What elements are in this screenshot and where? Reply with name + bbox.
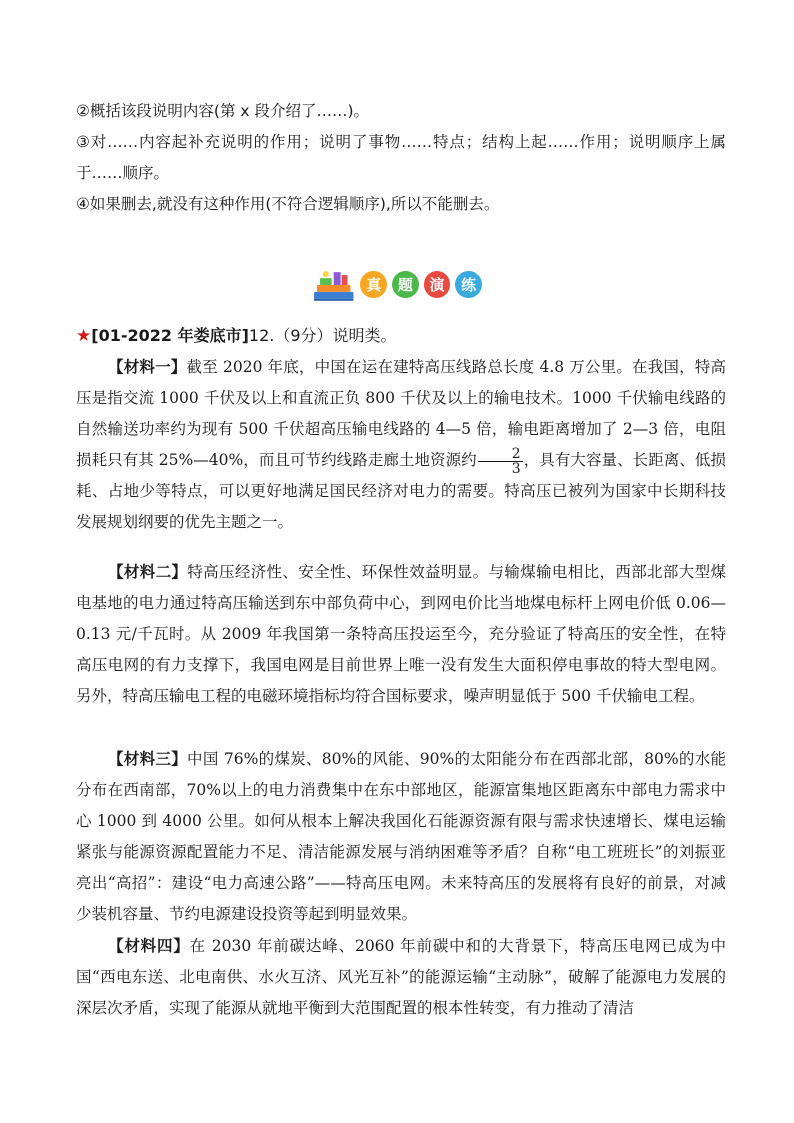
material-4 [76, 930, 726, 1024]
banner-char-zhen: 真 [360, 271, 387, 298]
question-title: 12.（9分）说明类。 [248, 326, 397, 345]
material-3-text: 中国 76%的煤炭、80%的风能、90%的太阳能分布在西部北部，80%的水能分布在西南部，70%以上的电力消费集中在东中部地区，能源富集地区距离东中部电力需求中心 1000 到 4000 公里。如何从根本上解决我国化石能源资源有限与需求快速增长、煤电运输紧张与能源资源配置能力不足、清洁能源发展与消纳困难等矛盾？自称“电工班班长”的刘振亚亮出“高招”：建设“电力高速公路”——特高压电网。未来特高压的发展将有良好的前景，对减少装机容量、节约电源建设投资等起到明显效果。 [76, 750, 726, 923]
material-4-label: 【材料四】 [108, 936, 190, 955]
material-2 [76, 556, 726, 712]
question-source: [01-2022 年娄底市] [91, 326, 249, 345]
tip-2: ②概括该段说明内容(第 x 段介绍了……)。 [76, 102, 370, 120]
star-icon: ★ [76, 326, 92, 346]
banner-char-lian: 练 [455, 271, 482, 298]
tip-3 [76, 127, 726, 189]
fraction-numerator: 2 [478, 447, 523, 462]
material-3-label: 【材料三】 [108, 749, 188, 768]
fraction [478, 447, 523, 476]
material-1 [76, 351, 726, 538]
banner-char-ti: 题 [392, 271, 419, 298]
section-banner [312, 266, 482, 302]
books-icon [312, 266, 355, 302]
fraction-denominator: 3 [511, 460, 521, 477]
material-2-text: 特高压经济性、安全性、环保性效益明显。与输煤输电相比，西部北部大型煤电基地的电力通过特高压输送到东中部负荷中心，到网电价比当地煤电标杆上网电价低 0.06—0.13 元/千瓦时。从 2009 年我国第一条特高压投运至今，充分验证了特高压的安全性，在特高压电网的有力支撑下，我国电网是目前世界上唯一没有发生大面积停电事故的特大型电网。另外，特高压输电工程的电磁环境指标均符合国标要求，噪声明显低于 500 千伏输电工程。 [76, 563, 726, 705]
material-3 [76, 743, 726, 930]
material-1-text-b: ，具有大容量、长距离、低损耗、占地少等特点，可以更好地满足国民经济对电力的需要。特高压已被列为国家中长期科技发展规划纲要的优先主题之一。 [76, 451, 726, 531]
question-header [76, 320, 726, 352]
material-4-text: 在 2030 年前碳达峰、2060 年前碳中和的大背景下，特高压电网已成为中国“西电东送、北电南供、水火互济、风光互补”的能源运输“主动脉”，破解了能源电力发展的深层次矛盾，实现了能源从就地平衡到大范围配置的根本性转变，有力推动了清洁 [76, 937, 726, 1017]
material-1-text-a: 截至 2020 年底，中国在运在建特高压线路总长度 4.8 万公里。在我国，特高压是指交流 1000 千伏及以上和直流正负 800 千伏及以上的输电技术。1000 千伏输电线路的自然输送功率约为现有 500 千伏超高压输电线路的 4—5 倍，输电距离增加了 2—3 倍，电阻损耗只有其 25%—40%，而且可节约线路走廊土地资源约 [76, 358, 726, 469]
material-1-label: 【材料一】 [108, 357, 187, 376]
tip-3-text: ③对……内容起补充说明的作用；说明了事物……特点；结构上起……作用；说明顺序上属于……顺序。 [76, 133, 726, 182]
material-2-label: 【材料二】 [108, 562, 188, 581]
banner-char-yan: 演 [424, 271, 451, 298]
tip-4: ④如果删去,就没有这种作用(不符合逻辑顺序),所以不能删去。 [76, 195, 500, 213]
